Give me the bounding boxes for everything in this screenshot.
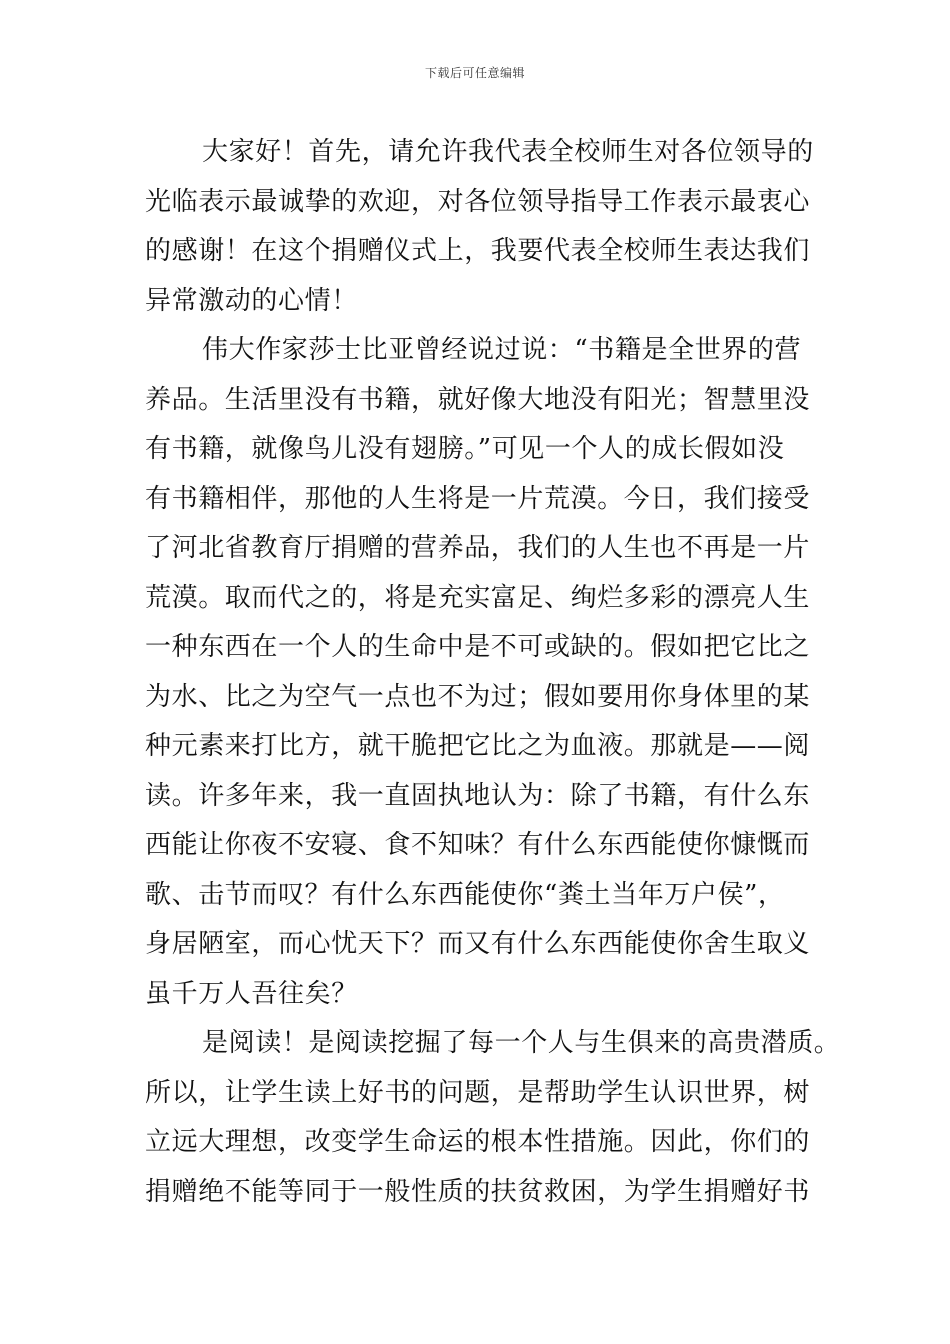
text-line: 的感谢！在这个捐赠仪式上，我要代表全校师生表达我们 [145,236,811,266]
text-line: 歌、击节而叹？有什么东西能使你“粪土当年万户侯”， [145,879,785,910]
text-line: 所以，让学生读上好书的问题，是帮助学生认识世界，树 [145,1077,811,1108]
text-line: 荒漠。取而代之的，将是充实富足、绚烂多彩的漂亮人生 [145,582,811,613]
text-line: 身居陋室，而心忧天下？而又有什么东西能使你舍生取义 [145,929,811,959]
text-line: 光临表示最诚挚的欢迎，对各位领导指导工作表示最衷心 [145,186,811,217]
paragraph-1 [145,128,825,326]
text-line: 一种东西在一个人的生命中是不可或缺的。假如把它比之 [145,632,811,662]
text-line: 西能让你夜不安寝、食不知味？有什么东西能使你慷慨而 [145,830,811,860]
text-line: 有书籍，就像鸟儿没有翅膀。”可见一个人的成长假如没 [145,434,785,464]
text-line: 读。许多年来，我一直固执地认为：除了书籍，有什么东 [145,780,811,811]
text-line: 大家好！首先，请允许我代表全校师生对各位领导的 [202,137,814,167]
text-line: 异常激动的心情！ [145,285,358,316]
text-line: 伟大作家莎士比亚曾经说过说：“书籍是全世界的营 [202,335,802,365]
text-line: 有书籍相伴，那他的人生将是一片荒漠。今日，我们接受 [145,483,811,514]
text-line: 种元素来打比方，就干脆把它比之为血液。那就是——阅 [145,731,811,761]
paragraph-3 [145,1019,841,1217]
text-line: 养品。生活里没有书籍，就好像大地没有阳光；智慧里没 [145,384,811,415]
body-text [145,128,841,1217]
text-line: 是阅读！是阅读挖掘了每一个人与生俱来的高贵潜质。 [202,1028,841,1058]
text-line: 虽千万人吾往矣？ [145,978,358,1009]
paragraph-2 [145,326,825,1019]
text-line: 立远大理想，改变学生命运的根本性措施。因此，你们的 [145,1127,811,1157]
text-line: 捐赠绝不能等同于一般性质的扶贫救困，为学生捐赠好书 [145,1176,811,1207]
text-line: 了河北省教育厅捐赠的营养品，我们的人生也不再是一片 [145,533,811,563]
text-line: 为水、比之为空气一点也不为过；假如要用你身体里的某 [145,681,811,712]
page-header: 下载后可任意编辑 [424,66,525,80]
